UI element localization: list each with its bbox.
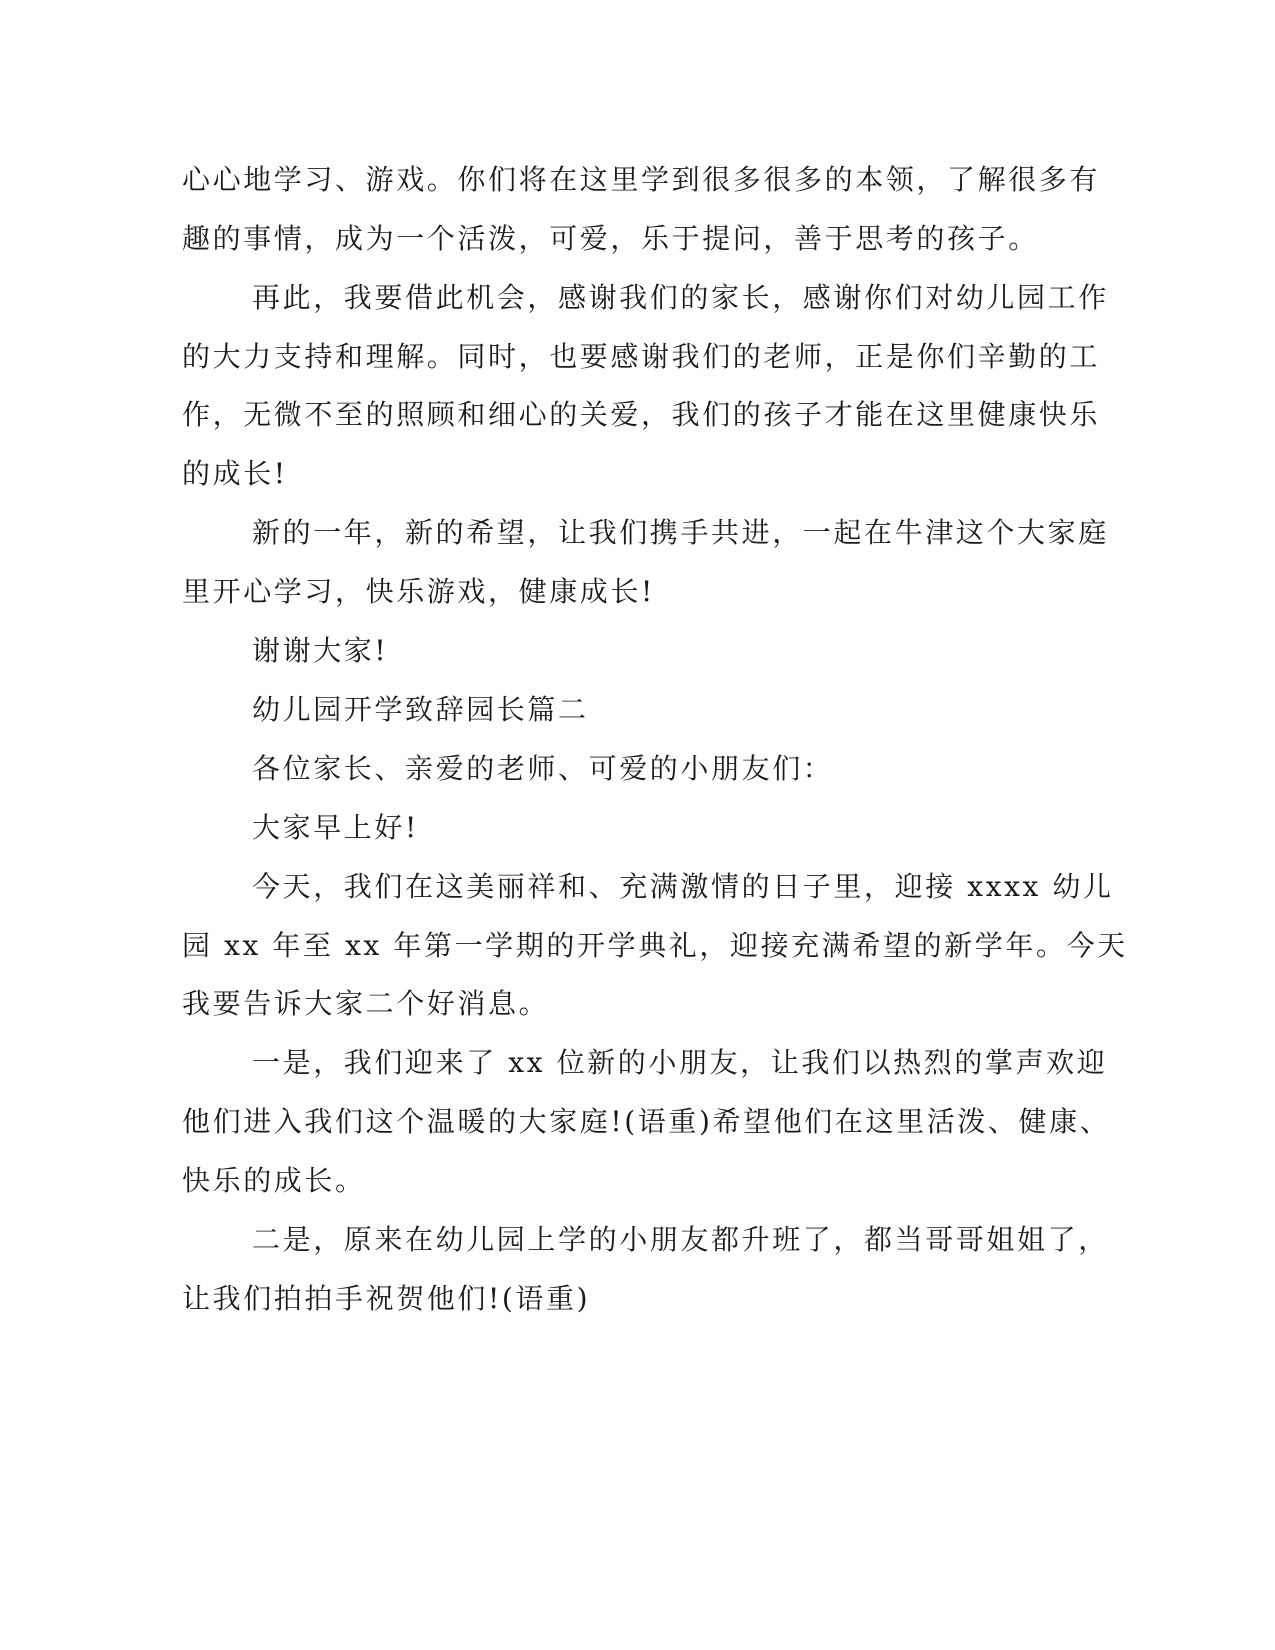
greeting: 大家早上好! bbox=[252, 811, 419, 844]
salutation: 各位家长、亲爱的老师、可爱的小朋友们： bbox=[252, 752, 834, 785]
text-line: 我要告诉大家二个好消息。 bbox=[182, 987, 550, 1020]
paragraph-first-line: 新的一年，新的希望，让我们携手共进，一起在牛津这个大家庭 bbox=[252, 516, 1109, 549]
text-line: 里开心学习，快乐游戏，健康成长! bbox=[182, 575, 655, 608]
text-line: 心心地学习、游戏。你们将在这里学到很多很多的本领，了解很多有 bbox=[182, 163, 1101, 196]
text-line: 快乐的成长。 bbox=[182, 1164, 366, 1197]
text-line: 的大力支持和理解。同时，也要感谢我们的老师，正是你们辛勤的工 bbox=[182, 340, 1101, 373]
closing-line: 谢谢大家! bbox=[252, 634, 389, 667]
text-line: 让我们拍拍手祝贺他们!(语重) bbox=[182, 1282, 591, 1315]
paragraph-first-line: 再此，我要借此机会，感谢我们的家长，感谢你们对幼儿园工作 bbox=[252, 281, 1109, 314]
paragraph-first-line: 一是，我们迎来了 xx 位新的小朋友，让我们以热烈的掌声欢迎 bbox=[252, 1046, 1108, 1079]
text-line: 作，无微不至的照顾和细心的关爱，我们的孩子才能在这里健康快乐 bbox=[182, 398, 1101, 431]
text-line: 园 xx 年至 xx 年第一学期的开学典礼，迎接充满希望的新学年。今天 bbox=[182, 929, 1128, 962]
paragraph-first-line: 二是，原来在幼儿园上学的小朋友都升班了，都当哥哥姐姐了， bbox=[252, 1223, 1109, 1256]
section-heading: 幼儿园开学致辞园长篇二 bbox=[252, 693, 589, 726]
text-line: 的成长! bbox=[182, 457, 288, 490]
text-line: 他们进入我们这个温暖的大家庭!(语重)希望他们在这里活泼、健康、 bbox=[182, 1105, 1111, 1138]
paragraph-first-line: 今天，我们在这美丽祥和、充满激情的日子里，迎接 xxxx 幼儿 bbox=[252, 870, 1114, 903]
text-line: 趣的事情，成为一个活泼，可爱，乐于提问，善于思考的孩子。 bbox=[182, 222, 1039, 255]
